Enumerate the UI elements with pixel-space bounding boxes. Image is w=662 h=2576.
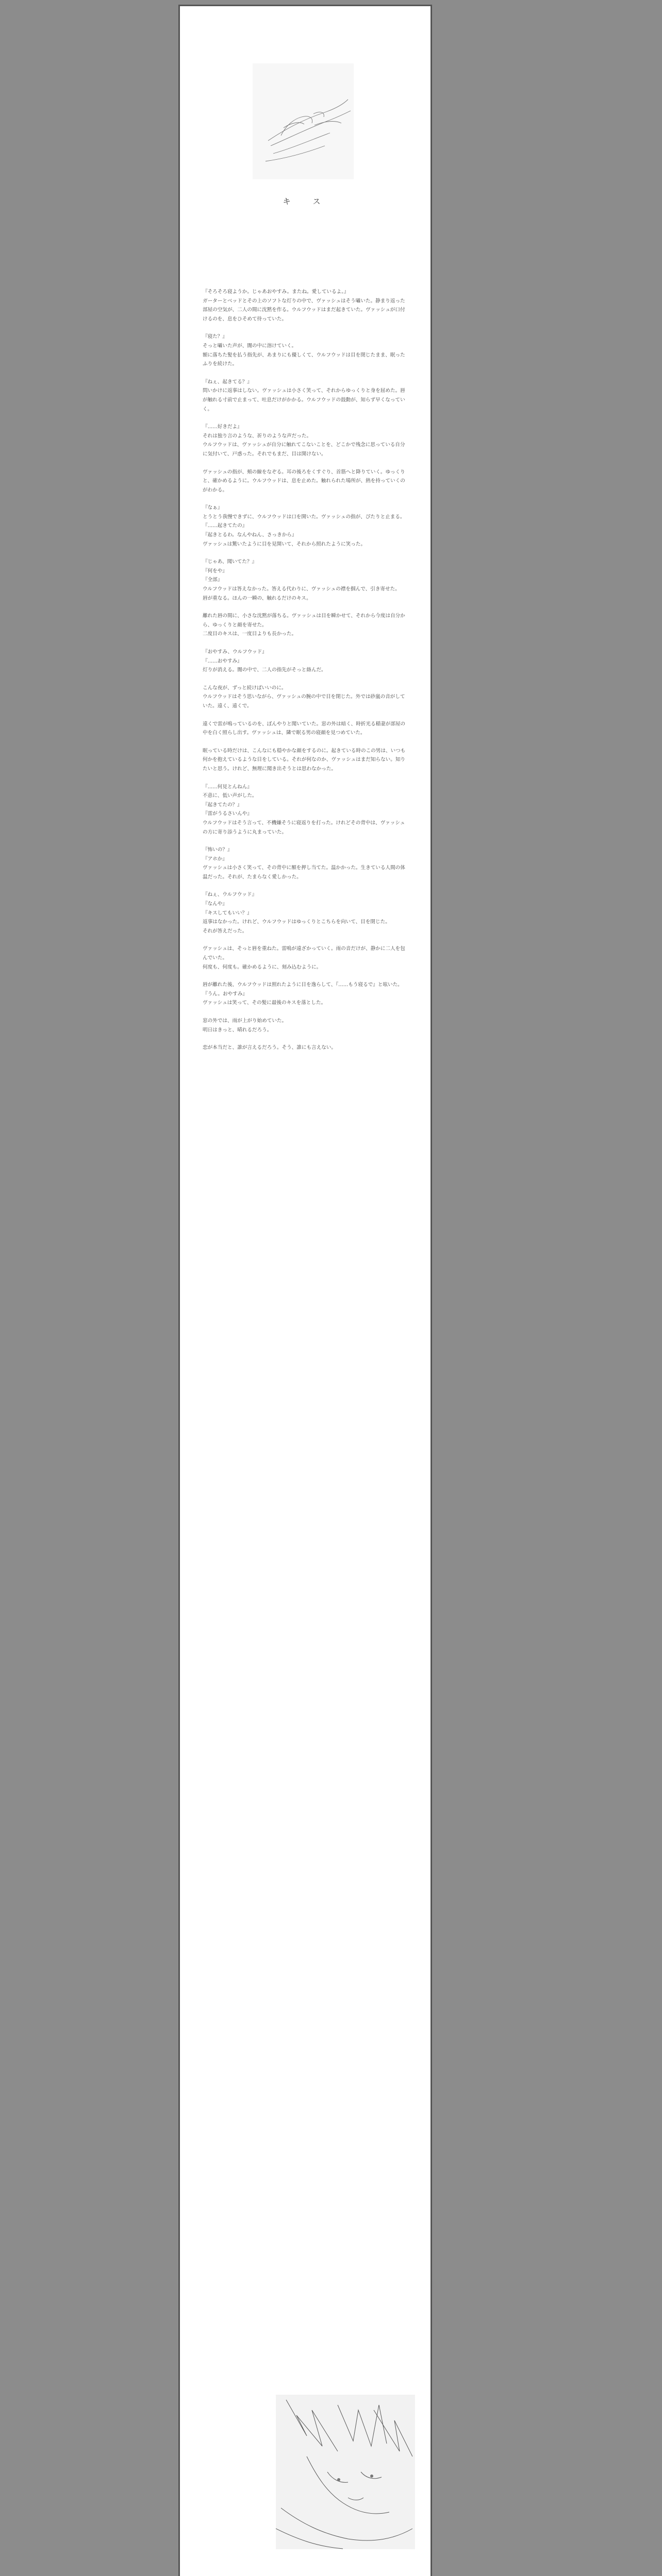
- story-paragraph: 『じゃあ、聞いてた？』 『何をや』 『全部』 ウルフウッドは答えなかった。答える代わりに、ヴァッシュの襟を掴んで、引き寄せた。 唇が重なる。ほんの一瞬の、触れるだけのキス。: [203, 559, 400, 601]
- story-paragraph: 離れた唇の間に、小さな沈黙が落ちる。ヴァッシュは目を瞬かせて、それから今度は自分から、ゆっくりと顔を寄せた。 二度目のキスは、一度目よりも長かった。: [203, 613, 405, 637]
- story-paragraph: 眠っている時だけは、こんなにも穏やかな顔をするのに。起きている時のこの男は、いつも何かを抱えているような目をしている。それが何なのか、ヴァッシュはまだ知らない。知りたいと思う。けれど、無理に聞き出そうとは思わなかった。: [203, 748, 406, 772]
- story-title: キ ス: [283, 197, 328, 206]
- page-content: [183, 9, 427, 2576]
- story-paragraph: 『ねぇ、ウルフウッド』 『なんや』 『キスしてもいい？』 返事はなかった。けれど、ウルフウッドはゆっくりとこちらを向いて、目を閉じた。 それが答えだった。: [203, 892, 390, 934]
- story-paragraph: 『おやすみ、ウルフウッド』 『……おやすみ』 灯りが消える。闇の中で、二人の指先がそっと絡んだ。: [203, 649, 326, 673]
- story-paragraph: 窓の外では、雨が上がり始めていた。 明日はきっと、晴れるだろう。: [203, 1018, 287, 1033]
- couple-illustration: [276, 2395, 415, 2549]
- page-frame: [178, 5, 432, 2576]
- story-body: [203, 287, 408, 1061]
- story-paragraph: 『そろそろ寝ようか。じゃあおやすみ。またね。愛しているよ。』 ガーターとベッドとその上のソフトな灯りの中で、ヴァッシュはそう囁いた。静まり返った部屋の空気が、二人の間に沈黙を作る。ウルフウッドはまだ起きていた。ヴァッシュが口付けるのを、息をひそめて待っていた。: [203, 289, 405, 322]
- story-paragraph: 遠くで雷が鳴っているのを、ぼんやりと聞いていた。窓の外は暗く、時折光る稲妻が部屋の中を白く照らし出す。ヴァッシュは、隣で眠る男の寝顔を見つめていた。: [203, 721, 406, 736]
- story-paragraph: 恋が本当だと、誰が言えるだろう。そう、誰にも言えない。: [203, 1045, 337, 1051]
- story-paragraph: ヴァッシュの指が、頬の線をなぞる。耳の後ろをくすぐり、首筋へと降りていく。ゆっくりと、確かめるように。ウルフウッドは、息を止めた。触れられた場所が、熱を持っていくのがわかる。: [203, 469, 405, 493]
- story-paragraph: こんな夜が、ずっと続けばいいのに。 ウルフウッドはそう思いながら、ヴァッシュの腕の中で目を閉じた。外では砂嵐の音がしていた。遠く、遠くで。: [203, 685, 405, 709]
- story-paragraph: ヴァッシュは、そっと唇を重ねた。雷鳴が遠ざかっていく。雨の音だけが、静かに二人を包んでいた。 何度も、何度も。確かめるように、刻み込むように。: [203, 946, 405, 970]
- story-paragraph: 『寝た？』 そっと囁いた声が、闇の中に溶けていく。 額に落ちた髪を払う指先が、あまりにも優しくて、ウルフウッドは目を閉じたまま、眠ったふりを続けた。: [203, 334, 405, 367]
- story-paragraph: 『怖いの？』 『アホか』 ヴァッシュは小さく笑って、その背中に額を押し当てた。温かかった。生きている人間の体温だった。それが、たまらなく愛しかった。: [203, 847, 405, 880]
- story-paragraph: 『……好きだよ』 それは独り言のような、祈りのような声だった。 ウルフウッドは、ヴァッシュが自分に触れてこないことを、どこかで残念に思っている自分に気付いて、戸惑った。それでもまだ、目は開けない。: [203, 424, 405, 457]
- story-paragraph: 『なぁ』 とうとう我慢できずに、ウルフウッドは口を開いた。ヴァッシュの指が、ぴたりと止まる。 『……起きてたの』 『起きとるわ。なんやねん、さっきから』 ヴァッシュは驚いたように目を見開いて、それから照れたように笑った。: [203, 505, 405, 547]
- story-paragraph: 唇が離れた後、ウルフウッドは照れたように目を逸らして、『……もう寝るで』と呟いた。 『うん。おやすみ』 ヴァッシュは笑って、その髪に最後のキスを落とした。: [203, 982, 403, 1006]
- hands-illustration: [253, 63, 354, 179]
- story-paragraph: 『ねぇ、起きてる？』 問いかけに返事はしない。ヴァッシュは小さく笑って、それからゆっくりと身を屈めた。唇が触れる寸前で止まって、吐息だけがかかる。ウルフウッドの鼓動が、知らず早くなっていく。: [203, 379, 405, 412]
- story-paragraph: 『……何見とんねん』 不意に、低い声がした。 『起きてたの？』 『雷がうるさいんや』 ウルフウッドはそう言って、不機嫌そうに寝返りを打った。けれどその背中は、ヴァッシュの方に寄り添うように丸まっていた。: [203, 784, 405, 835]
